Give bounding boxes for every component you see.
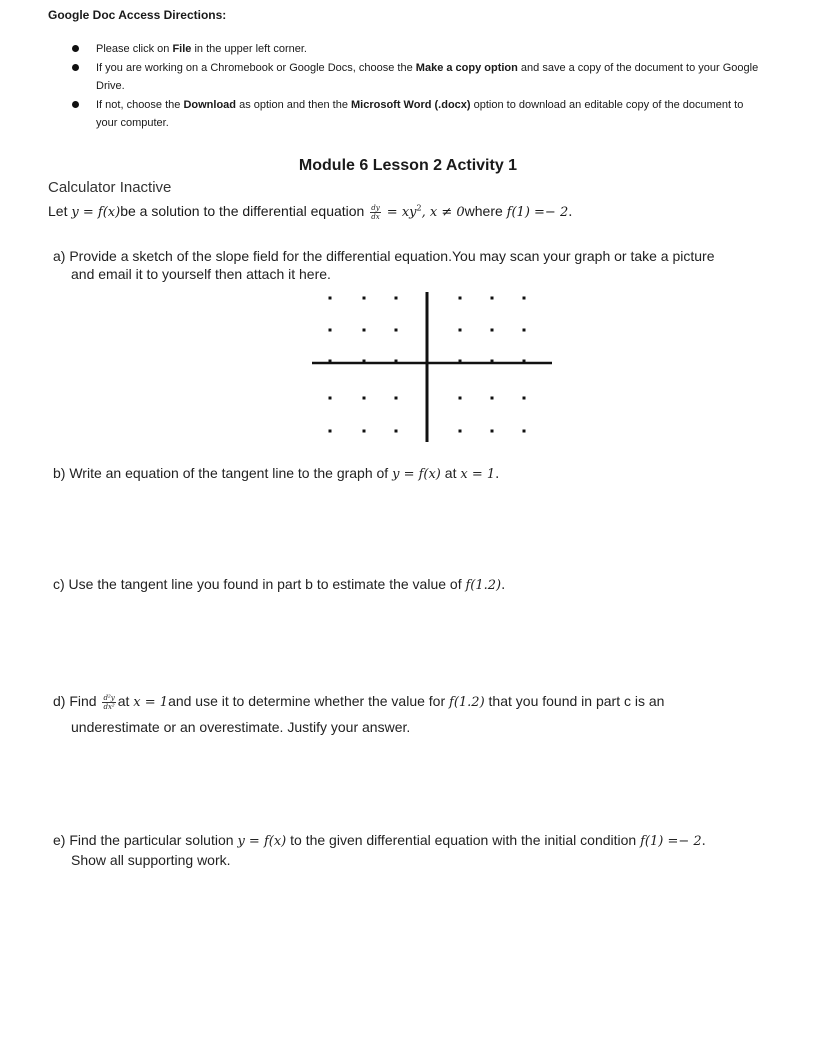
question-c: c) Use the tangent line you found in part b to estimate the value of f(1.2). bbox=[53, 576, 506, 593]
grid-dot bbox=[363, 329, 366, 332]
bullet-icon bbox=[72, 45, 79, 52]
grid-dot bbox=[523, 430, 526, 433]
grid-dot bbox=[491, 329, 494, 332]
file-keyword: File bbox=[172, 43, 192, 55]
grid-dot bbox=[491, 297, 494, 300]
grid-dot bbox=[329, 397, 332, 400]
calculator-label: Calculator Inactive bbox=[48, 179, 172, 196]
grid-dot bbox=[459, 360, 462, 363]
grid-dot bbox=[363, 430, 366, 433]
grid-dot bbox=[329, 329, 332, 332]
direction-item-2: If you are working on a Chromebook or Google Docs, choose the Make a copy option and save a copy of the document to your Google Drive. bbox=[72, 59, 762, 96]
question-e: e) Find the particular solution y = f(x) to the given differential equation with the initial condition f(1) =− 2. Show all supporting work. bbox=[53, 832, 706, 868]
grid-dot bbox=[459, 297, 462, 300]
grid-dot bbox=[459, 329, 462, 332]
grid-dot bbox=[395, 397, 398, 400]
second-derivative-fraction: $\frac{\text{d²y}}{\text{dx²}}$ bbox=[103, 693, 115, 711]
question-b: b) Write an equation of the tangent line to the graph of y = f(x) at x = 1. bbox=[53, 465, 500, 482]
grid-dot bbox=[523, 360, 526, 363]
bullet-icon bbox=[72, 64, 79, 71]
dy-dx-fraction: $\frac{dy}{dx}$ bbox=[371, 203, 380, 221]
grid-dot bbox=[523, 297, 526, 300]
grid-dot bbox=[523, 397, 526, 400]
grid-dot bbox=[459, 430, 462, 433]
grid-dot bbox=[395, 297, 398, 300]
grid-dot bbox=[395, 329, 398, 332]
grid-dot bbox=[459, 397, 462, 400]
grid-dot bbox=[523, 329, 526, 332]
question-a: a) Provide a sketch of the slope field for the differential equation.You may scan your graph or take a picture and email it to yourself then attach it here. bbox=[53, 248, 715, 282]
grid-dot bbox=[395, 360, 398, 363]
page-title: Module 6 Lesson 2 Activity 1 bbox=[298, 157, 518, 174]
problem-statement: Let y = f(x)be a solution to the differential equation $\frac{dy}{dx}$ = $xy^2$, x ≠ 0where f(1) =− 2. bbox=[48, 203, 573, 221]
download-keyword: Download bbox=[183, 98, 237, 111]
direction-item-3: If not, choose the Download as option and then the Microsoft Word (.docx) option to download an editable copy of the document to your computer. bbox=[72, 96, 762, 133]
grid-dot bbox=[395, 430, 398, 433]
grid-dot bbox=[363, 397, 366, 400]
slope-field-grid bbox=[312, 290, 552, 442]
make-copy-keyword: Make a copy option bbox=[415, 61, 518, 74]
question-d: d) Find $\frac{\text{d²y}}{\text{dx²}}$ at x = 1and use it to determine whether the value for f(1.2) that you found in part c is an underestimate or an overestimate. Justify your answer. bbox=[53, 693, 665, 735]
grid-dot bbox=[329, 360, 332, 363]
directions-title: Google Doc Access Directions: bbox=[48, 8, 227, 22]
docx-keyword: Microsoft Word (.docx) bbox=[351, 98, 471, 111]
grid-dot bbox=[329, 297, 332, 300]
grid-dot bbox=[363, 360, 366, 363]
bullet-icon bbox=[72, 101, 79, 108]
grid-dot bbox=[491, 430, 494, 433]
directions-list bbox=[72, 40, 762, 133]
grid-dot bbox=[363, 297, 366, 300]
direction-item-1: Please click on File in the upper left corner. bbox=[72, 40, 762, 59]
grid-dot bbox=[329, 430, 332, 433]
grid-dot bbox=[491, 397, 494, 400]
grid-dot bbox=[491, 360, 494, 363]
